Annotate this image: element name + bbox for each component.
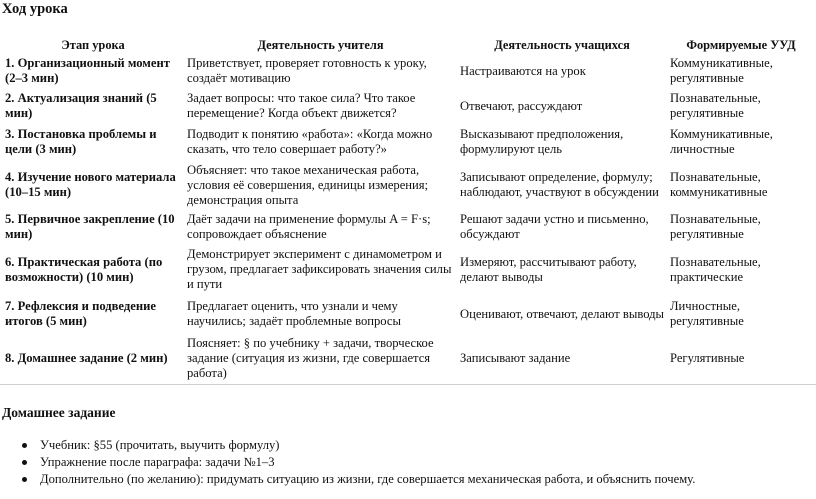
table-row bbox=[2, 124, 815, 160]
skills-cell: Личностные, регулятивные bbox=[670, 299, 744, 328]
skills-cell: Познавательные, регулятивные bbox=[670, 212, 761, 241]
teacher-cell: Поясняет: § по учебнику + задачи, творческое задание (ситуация из жизни, где совершается работа) bbox=[187, 335, 434, 380]
students-cell: Оценивают, отвечают, делают выводы bbox=[460, 306, 665, 321]
header-skills: Формируемые УУД bbox=[686, 38, 796, 52]
homework-item-text: Упражнение после параграфа: задачи №1–3 bbox=[40, 455, 275, 469]
header-students: Деятельность учащихся bbox=[494, 38, 630, 52]
skills-cell: Регулятивные bbox=[670, 350, 745, 365]
stage-cell: 8. Домашнее задание (2 мин) bbox=[5, 350, 168, 365]
students-cell: Измеряют, рассчитывают работу, делают выводы bbox=[460, 254, 637, 284]
skills-cell: Познавательные, регулятивные bbox=[670, 91, 761, 120]
teacher-cell: Задает вопросы: что такое сила? Что такое перемещение? Когда объект движется? bbox=[187, 91, 416, 120]
teacher-cell: Предлагает оценить, что узнали и чему научились; задаёт проблемные вопросы bbox=[187, 299, 401, 328]
stage-cell: 1. Организационный момент (2–3 мин) bbox=[5, 56, 170, 85]
homework-item-text: Учебник: §55 (прочитать, выучить формулу) bbox=[40, 438, 280, 452]
students-cell: Записывают определение, формулу; наблюдают, участвуют в обсуждении bbox=[460, 170, 659, 199]
list-item bbox=[2, 471, 695, 488]
stage-cell: 7. Рефлексия и подведение итогов (5 мин) bbox=[5, 299, 156, 328]
section-divider bbox=[0, 384, 816, 385]
students-cell: Высказывают предположения, формулируют цель bbox=[460, 127, 624, 156]
skills-cell: Коммуникативные, регулятивные bbox=[670, 56, 773, 85]
teacher-cell: Объясняет: что такое механическая работа, условия её совершения, единицы измерения; демонстрация опыта bbox=[187, 162, 429, 207]
header-stage: Этап урока bbox=[61, 38, 125, 52]
homework-list bbox=[2, 437, 695, 488]
list-item bbox=[2, 454, 695, 471]
stage-cell: 4. Изучение нового материала (10–15 мин) bbox=[5, 170, 176, 199]
table-row bbox=[2, 88, 815, 124]
teacher-cell: Даёт задачи на применение формулы A = F·s; сопровождает объяснение bbox=[187, 212, 431, 241]
homework-item-text: Дополнительно (по желанию): придумать ситуацию из жизни, где совершается механическая работа, и объяснить почему. bbox=[40, 472, 696, 486]
teacher-cell: Приветствует, проверяет готовность к уроку, создаёт мотивацию bbox=[187, 56, 427, 85]
bullet-icon bbox=[22, 443, 27, 448]
stage-cell: 2. Актуализация знаний (5 мин) bbox=[5, 91, 157, 120]
lesson-plan-table bbox=[2, 37, 815, 383]
table-row bbox=[2, 160, 815, 210]
stage-cell: 5. Первичное закрепление (10 мин) bbox=[5, 212, 175, 241]
teacher-cell: Подводит к понятию «работа»: «Когда можно сказать, что тело совершает работу?» bbox=[187, 127, 433, 156]
table-header-row bbox=[2, 37, 815, 54]
students-cell: Решают задачи устно и письменно, обсуждают bbox=[460, 212, 649, 241]
teacher-cell: Демонстрирует эксперимент с динамометром и грузом, предлагает зафиксировать значения силы и пути bbox=[187, 247, 452, 291]
bullet-icon bbox=[22, 460, 27, 465]
table-row bbox=[2, 295, 815, 333]
homework-heading: Домашнее задание bbox=[2, 405, 116, 420]
lesson-plan-title: Ход урока bbox=[2, 1, 68, 17]
header-teacher: Деятельность учителя bbox=[257, 38, 384, 52]
students-cell: Настраиваются на урок bbox=[460, 63, 586, 78]
students-cell: Отвечают, рассуждают bbox=[460, 98, 583, 113]
skills-cell: Познавательные, практические bbox=[670, 254, 761, 284]
students-cell: Записывают задание bbox=[460, 350, 571, 365]
list-item bbox=[2, 437, 695, 454]
stage-cell: 6. Практическая работа (по возможности) (10 мин) bbox=[5, 254, 163, 284]
skills-cell: Коммуникативные, личностные bbox=[670, 127, 773, 156]
table-row bbox=[2, 210, 815, 244]
stage-cell: 3. Постановка проблемы и цели (3 мин) bbox=[5, 127, 157, 156]
skills-cell: Познавательные, коммуникативные bbox=[670, 170, 768, 199]
table-row bbox=[2, 244, 815, 295]
table-row bbox=[2, 333, 815, 383]
table-row bbox=[2, 54, 815, 88]
bullet-icon bbox=[22, 477, 27, 482]
